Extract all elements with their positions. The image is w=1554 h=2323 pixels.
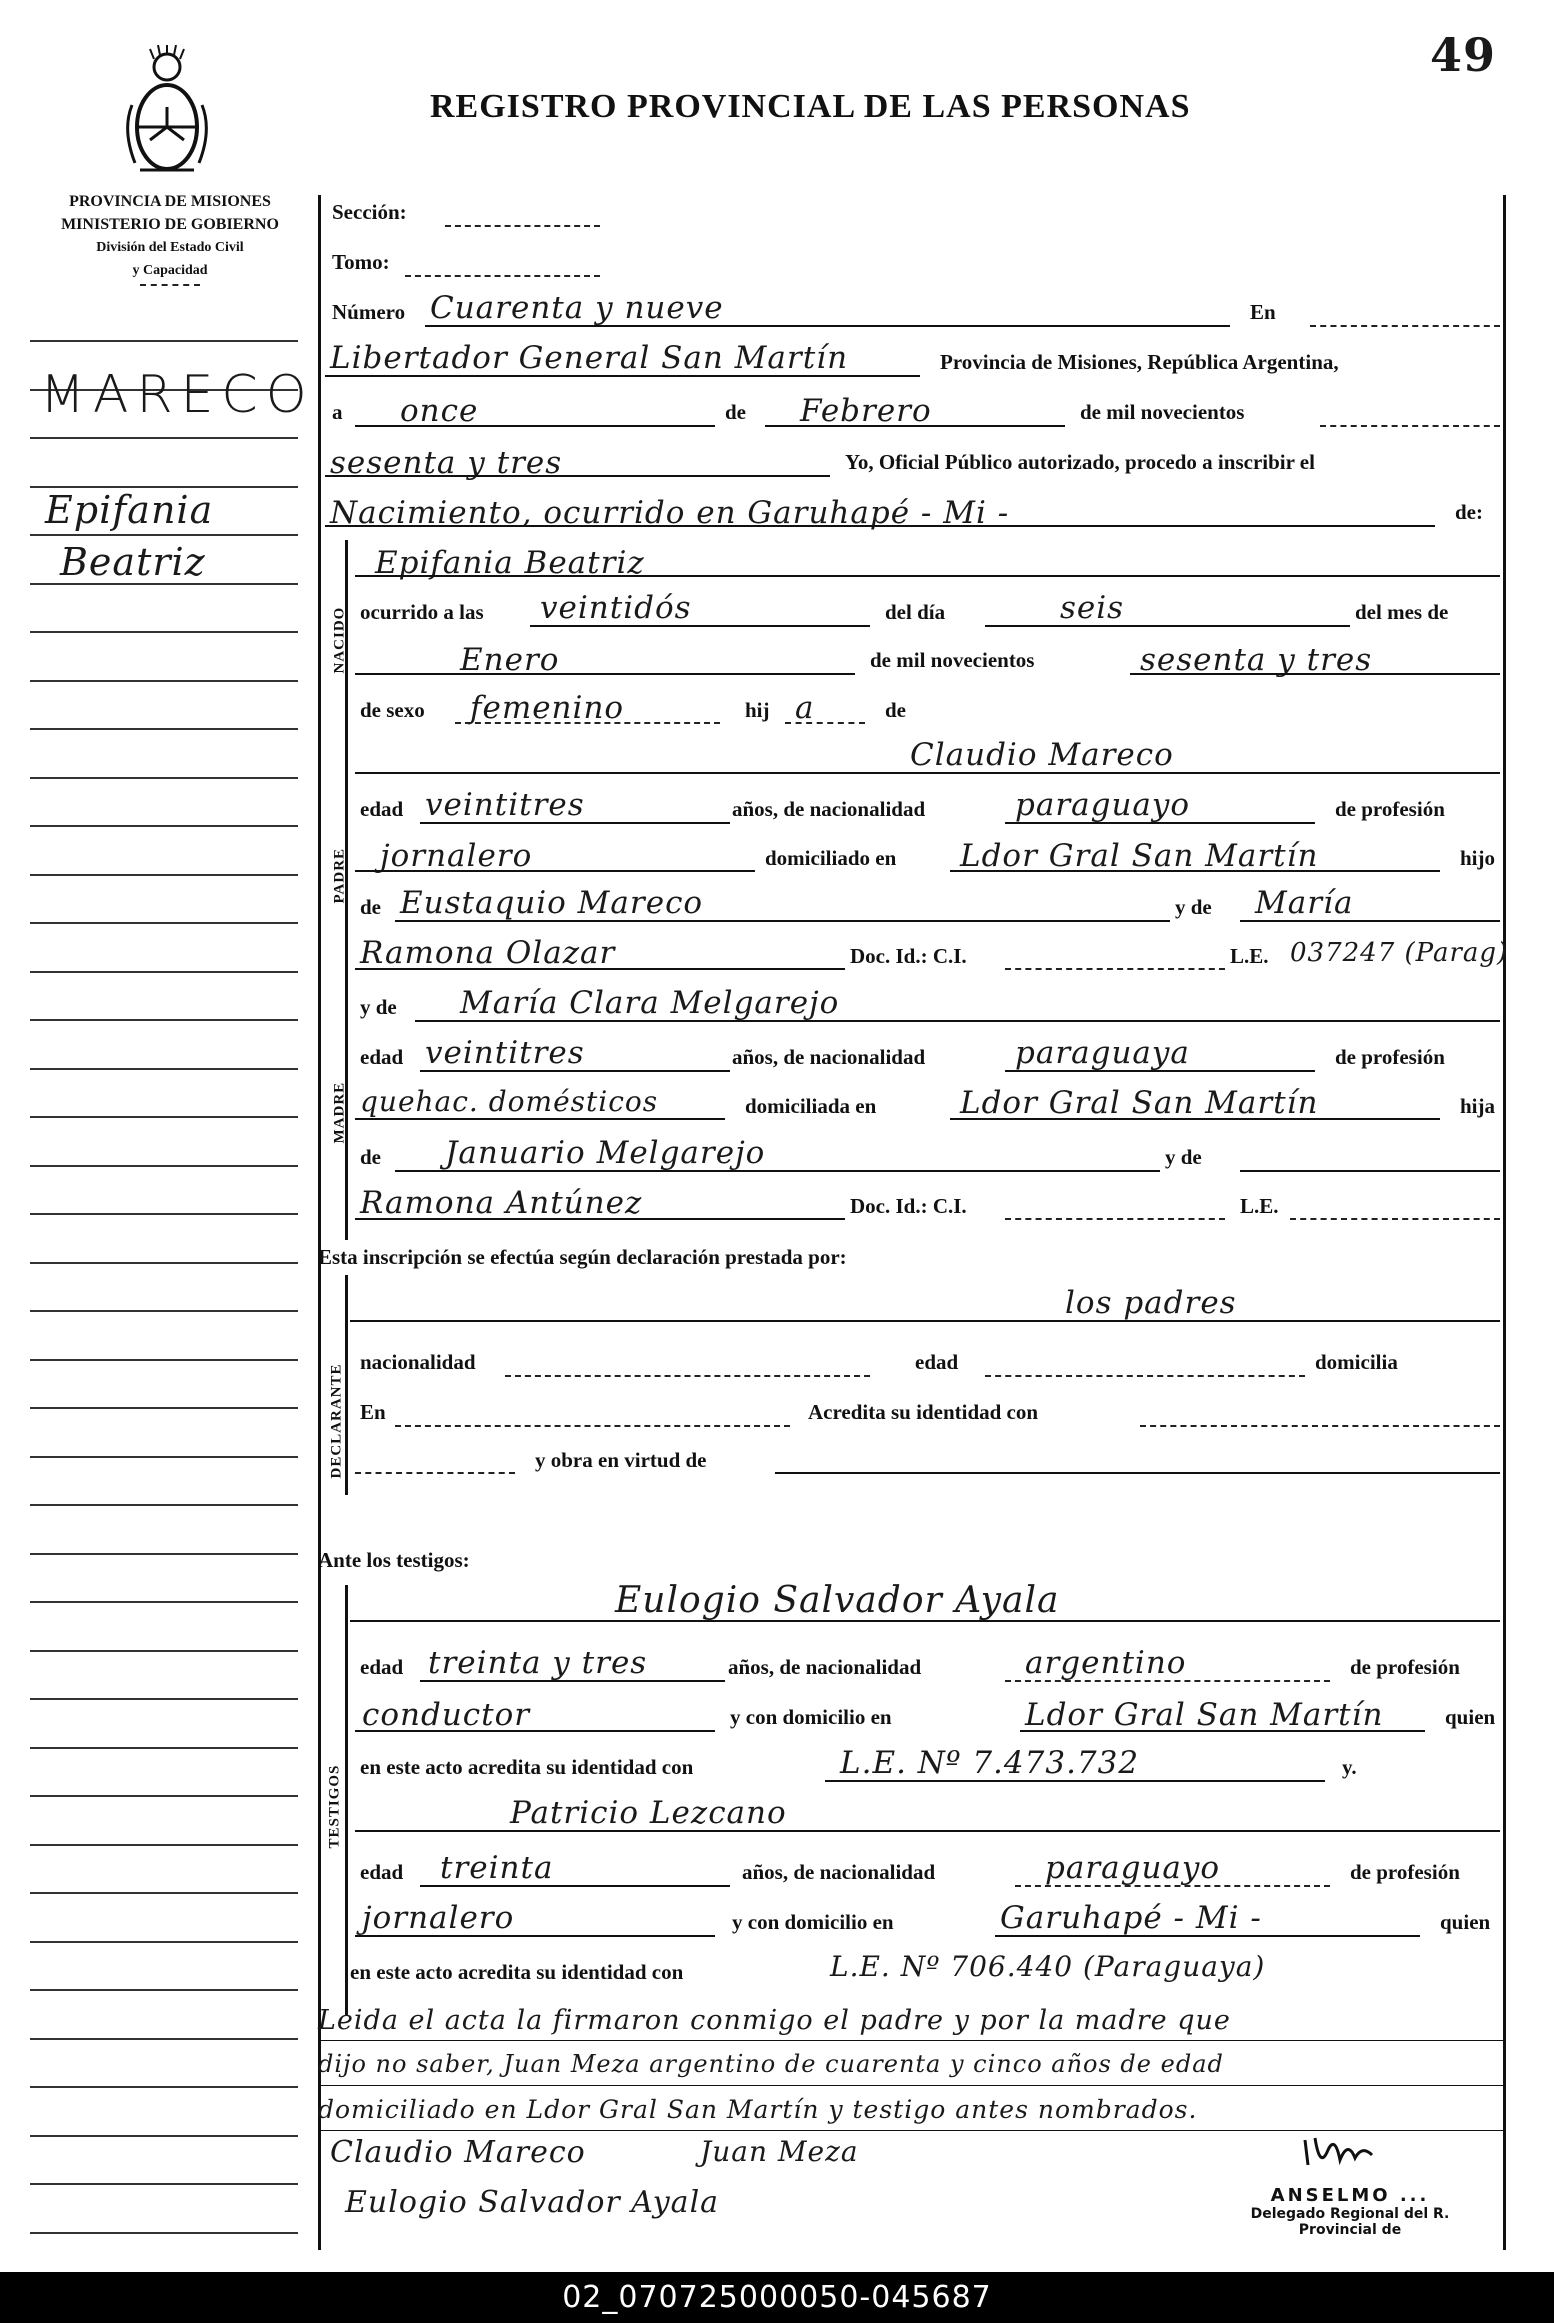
margin-rule	[30, 2183, 298, 2185]
madre-nac-value: paraguaya	[1015, 1035, 1190, 1071]
nombre-value: Epifania Beatriz	[375, 545, 645, 581]
cierre-line-1: Leida el acta la firmaron conmigo el padre y por la madre que	[318, 2005, 1231, 2036]
testigo1-value: Eulogio Salvador Ayala	[615, 1580, 1060, 1621]
de-sexo-label: de sexo	[360, 698, 425, 722]
ante-testigos-label: Ante los testigos:	[318, 1548, 470, 1572]
con-domicilio-label-t2: y con domicilio en	[732, 1910, 894, 1934]
margin-rule	[30, 1747, 298, 1749]
t1-doc-value: L.E. Nº 7.473.732	[840, 1745, 1140, 1781]
margin-rule	[30, 1892, 298, 1894]
padre-prof-value: jornalero	[380, 838, 533, 874]
mes-nac-value: Enero	[460, 642, 560, 678]
margin-rule	[30, 1456, 298, 1458]
quien-label-t1: quien	[1445, 1705, 1496, 1729]
margin-rule	[30, 1407, 298, 1409]
de-colon-label: de:	[1455, 500, 1483, 524]
abuelo-m-value: Januario Melgarejo	[445, 1135, 766, 1171]
t1-prof-value: conductor	[362, 1697, 531, 1733]
margin-names-1: Epifania	[45, 488, 214, 532]
section-nacido: NACIDO	[331, 606, 348, 674]
margin-rule	[30, 1650, 298, 1652]
division-label-2: y Capacidad	[132, 263, 208, 278]
provincia-label: Provincia de Misiones, República Argentina,	[940, 350, 1339, 374]
authority-block	[25, 190, 315, 288]
margin-rule	[30, 2135, 298, 2137]
margin-rule	[30, 1601, 298, 1603]
t1-dom-value: Ldor Gral San Martín	[1025, 1697, 1384, 1733]
margin-rule	[30, 1553, 298, 1555]
y-de-label-1: y de	[1175, 895, 1212, 919]
edad-label-t2: edad	[360, 1860, 404, 1884]
margin-rule	[30, 2038, 298, 2040]
margin-rule	[30, 534, 298, 536]
padre-nombre-value: Claudio Mareco	[910, 737, 1174, 773]
madre-nombre-value: María Clara Melgarejo	[460, 985, 840, 1021]
en-label: En	[1250, 300, 1276, 324]
margin-rule	[30, 2086, 298, 2088]
ocurrido-label: ocurrido a las	[360, 600, 484, 624]
anos-nac-label-madre: años, de nacionalidad	[732, 1045, 926, 1069]
hija-label: hija	[1460, 1094, 1496, 1118]
declarante-value: los padres	[1065, 1285, 1237, 1321]
domiciliado-label: domiciliado en	[765, 846, 897, 870]
anos-nac-label-t2: años, de nacionalidad	[742, 1860, 936, 1884]
t2-nac-value: paraguayo	[1045, 1850, 1221, 1886]
stamp-line-1: ANSELMO ...	[1270, 2185, 1430, 2206]
testigo2-value: Patricio Lezcano	[510, 1795, 787, 1831]
acto-value: Nacimiento, ocurrido en Garuhapé - Mi -	[330, 495, 1010, 531]
seccion-label: Sección:	[332, 200, 407, 224]
de-profesion-label-madre: de profesión	[1335, 1045, 1445, 1069]
de-label-2: de	[885, 698, 906, 722]
ministry-label: MINISTERIO DE GOBIERNO	[61, 216, 279, 233]
acredita-label: Acredita su identidad con	[808, 1400, 1039, 1424]
en-label-decl: En	[360, 1400, 386, 1424]
numero-label: Número	[332, 300, 406, 324]
de-label-1: de	[725, 400, 746, 424]
en-este-acto-label-t2: en este acto acredita su identidad con	[350, 1960, 684, 1984]
margin-rule	[30, 1165, 298, 1167]
anio-value: sesenta y tres	[330, 445, 563, 481]
esta-inscripcion-label: Esta inscripción se efectúa según declaración prestada por:	[318, 1245, 847, 1269]
hijo-label: hijo	[1460, 846, 1496, 870]
stamp-line-2: Delegado Regional del R.	[1250, 2206, 1450, 2222]
margin-names-2: Beatriz	[60, 540, 206, 584]
cierre-line-3: domiciliado en Ldor Gral San Martín y testigo antes nombrados.	[318, 2095, 1198, 2124]
margin-rule	[30, 1941, 298, 1943]
coat-of-arms-icon	[120, 45, 215, 185]
margin-rule	[30, 1989, 298, 1991]
de-mil-label: de mil novecientos	[1080, 400, 1245, 424]
footer-bar	[0, 2272, 1554, 2323]
domicilia-label: domicilia	[1315, 1350, 1398, 1374]
section-declarante: DECLARANTE	[328, 1363, 345, 1479]
margin-rule	[30, 1262, 298, 1264]
margin-rule	[30, 825, 298, 827]
abuela-m-value: Ramona Antúnez	[360, 1185, 643, 1221]
madre-prof-value: quehac. domésticos	[360, 1085, 659, 1118]
de-profesion-label-t2: de profesión	[1350, 1860, 1460, 1884]
margin-rule	[30, 631, 298, 633]
section-padre: PADRE	[331, 847, 348, 904]
margin-rule	[30, 1359, 298, 1361]
hij-suffix-value: a	[795, 690, 815, 726]
margin-rule	[30, 777, 298, 779]
le-label-padre: L.E.	[1230, 944, 1269, 968]
margin-rule	[30, 1795, 298, 1797]
mes-value: Febrero	[800, 393, 932, 429]
edad-label-madre: edad	[360, 1045, 404, 1069]
sexo-value: femenino	[470, 690, 625, 726]
doc-id-label-padre: Doc. Id.: C.I.	[850, 944, 967, 968]
anos-nac-label-padre: años, de nacionalidad	[732, 797, 926, 821]
footer-id: 02_070725000050-045687	[562, 2280, 992, 2315]
edad-label-padre: edad	[360, 797, 404, 821]
margin-rule	[30, 1019, 298, 1021]
edad-label-decl: edad	[915, 1350, 959, 1374]
padre-nac-value: paraguayo	[1015, 787, 1191, 823]
margin-rule	[30, 1213, 298, 1215]
y-de-label-2: y de	[1165, 1145, 1202, 1169]
t1-edad-value: treinta y tres	[428, 1645, 648, 1681]
form-title: REGISTRO PROVINCIAL DE LAS PERSONAS	[430, 88, 1191, 125]
margin-rule	[30, 680, 298, 682]
t2-edad-value: treinta	[440, 1850, 554, 1886]
con-domicilio-label-t1: y con domicilio en	[730, 1705, 892, 1729]
yo-oficial-label: Yo, Oficial Público autorizado, procedo a inscribir el	[845, 450, 1315, 474]
del-mes-label: del mes de	[1355, 600, 1449, 624]
dia-nac-value: seis	[1060, 590, 1125, 626]
y-de-label-madre: y de	[360, 995, 397, 1019]
main-frame-left	[318, 195, 321, 2250]
t1-nac-value: argentino	[1025, 1645, 1187, 1681]
nacionalidad-label: nacionalidad	[360, 1350, 476, 1374]
a-label: a	[332, 400, 343, 424]
margin-rule	[30, 340, 298, 342]
domiciliada-label: domiciliada en	[745, 1094, 877, 1118]
province-label: PROVINCIA DE MISIONES	[69, 193, 271, 210]
signature-father: Claudio Mareco	[330, 2135, 586, 2170]
anos-nac-label-t1: años, de nacionalidad	[728, 1655, 922, 1679]
page-number: 49	[1430, 28, 1497, 82]
de-label-4: de	[360, 1145, 381, 1169]
del-dia-label: del día	[885, 600, 946, 624]
division-label: División del Estado Civil	[96, 240, 244, 255]
margin-rule	[30, 874, 298, 876]
margin-rule	[30, 728, 298, 730]
margin-rule	[30, 1844, 298, 1846]
hora-value: veintidós	[540, 590, 692, 626]
margin-rule	[30, 2232, 298, 2234]
de-profesion-label-t1: de profesión	[1350, 1655, 1460, 1679]
signature-meza: Juan Meza	[700, 2135, 859, 2168]
margin-rule	[30, 1310, 298, 1312]
t2-dom-value: Garuhapé - Mi -	[1000, 1900, 1262, 1936]
localidad-value: Libertador General San Martín	[330, 340, 849, 376]
de-mil-label-2: de mil novecientos	[870, 648, 1035, 672]
edad-label-t1: edad	[360, 1655, 404, 1679]
madre-dom-value: Ldor Gral San Martín	[960, 1085, 1319, 1121]
margin-rule	[30, 1116, 298, 1118]
margin-rule	[30, 437, 298, 439]
margin-rule	[30, 922, 298, 924]
padre-le-value: 037247 (Parag)	[1290, 938, 1509, 968]
section-madre: MADRE	[331, 1081, 348, 1144]
stamp-line-3: Provincial de	[1298, 2222, 1402, 2238]
dia-value: once	[400, 393, 479, 429]
main-frame-right	[1503, 195, 1506, 2250]
official-stamp	[1200, 2185, 1500, 2238]
signature-witness: Eulogio Salvador Ayala	[345, 2185, 720, 2220]
t2-prof-value: jornalero	[362, 1900, 515, 1936]
padre-dom-value: Ldor Gral San Martín	[960, 838, 1319, 874]
t2-doc-value: L.E. Nº 706.440 (Paraguaya)	[830, 1950, 1266, 1983]
cierre-line-2: dijo no saber, Juan Meza argentino de cuarenta y cinco años de edad	[318, 2050, 1224, 2078]
anio-nac-value: sesenta y tres	[1140, 642, 1373, 678]
margin-rule	[30, 1698, 298, 1700]
de-label-3: de	[360, 895, 381, 919]
padre-edad-value: veintitres	[425, 787, 585, 823]
abuela-p-2-value: Ramona Olazar	[360, 935, 616, 971]
hij-label: hij	[745, 698, 770, 722]
margin-rule	[30, 971, 298, 973]
section-testigos: TESTIGOS	[326, 1764, 343, 1849]
le-label-madre: L.E.	[1240, 1194, 1279, 1218]
sub-frame-left-3	[345, 1585, 348, 2015]
official-signature-icon	[1300, 2130, 1380, 2180]
quien-label-t2: quien	[1440, 1910, 1491, 1934]
margin-surname: MARECO	[40, 365, 315, 425]
en-este-acto-label-t1: en este acto acredita su identidad con	[360, 1755, 694, 1779]
abuelo-p-value: Eustaquio Mareco	[400, 885, 704, 921]
obra-virtud-label: y obra en virtud de	[535, 1448, 707, 1472]
margin-rule	[30, 1068, 298, 1070]
tomo-label: Tomo:	[332, 250, 390, 274]
madre-edad-value: veintitres	[425, 1035, 585, 1071]
doc-id-label-madre: Doc. Id.: C.I.	[850, 1194, 967, 1218]
de-profesion-label-padre: de profesión	[1335, 797, 1445, 821]
y-dot-label: y.	[1342, 1755, 1357, 1779]
abuela-p-1-value: María	[1255, 885, 1354, 921]
margin-rule	[30, 1504, 298, 1506]
numero-value: Cuarenta y nueve	[430, 290, 724, 326]
